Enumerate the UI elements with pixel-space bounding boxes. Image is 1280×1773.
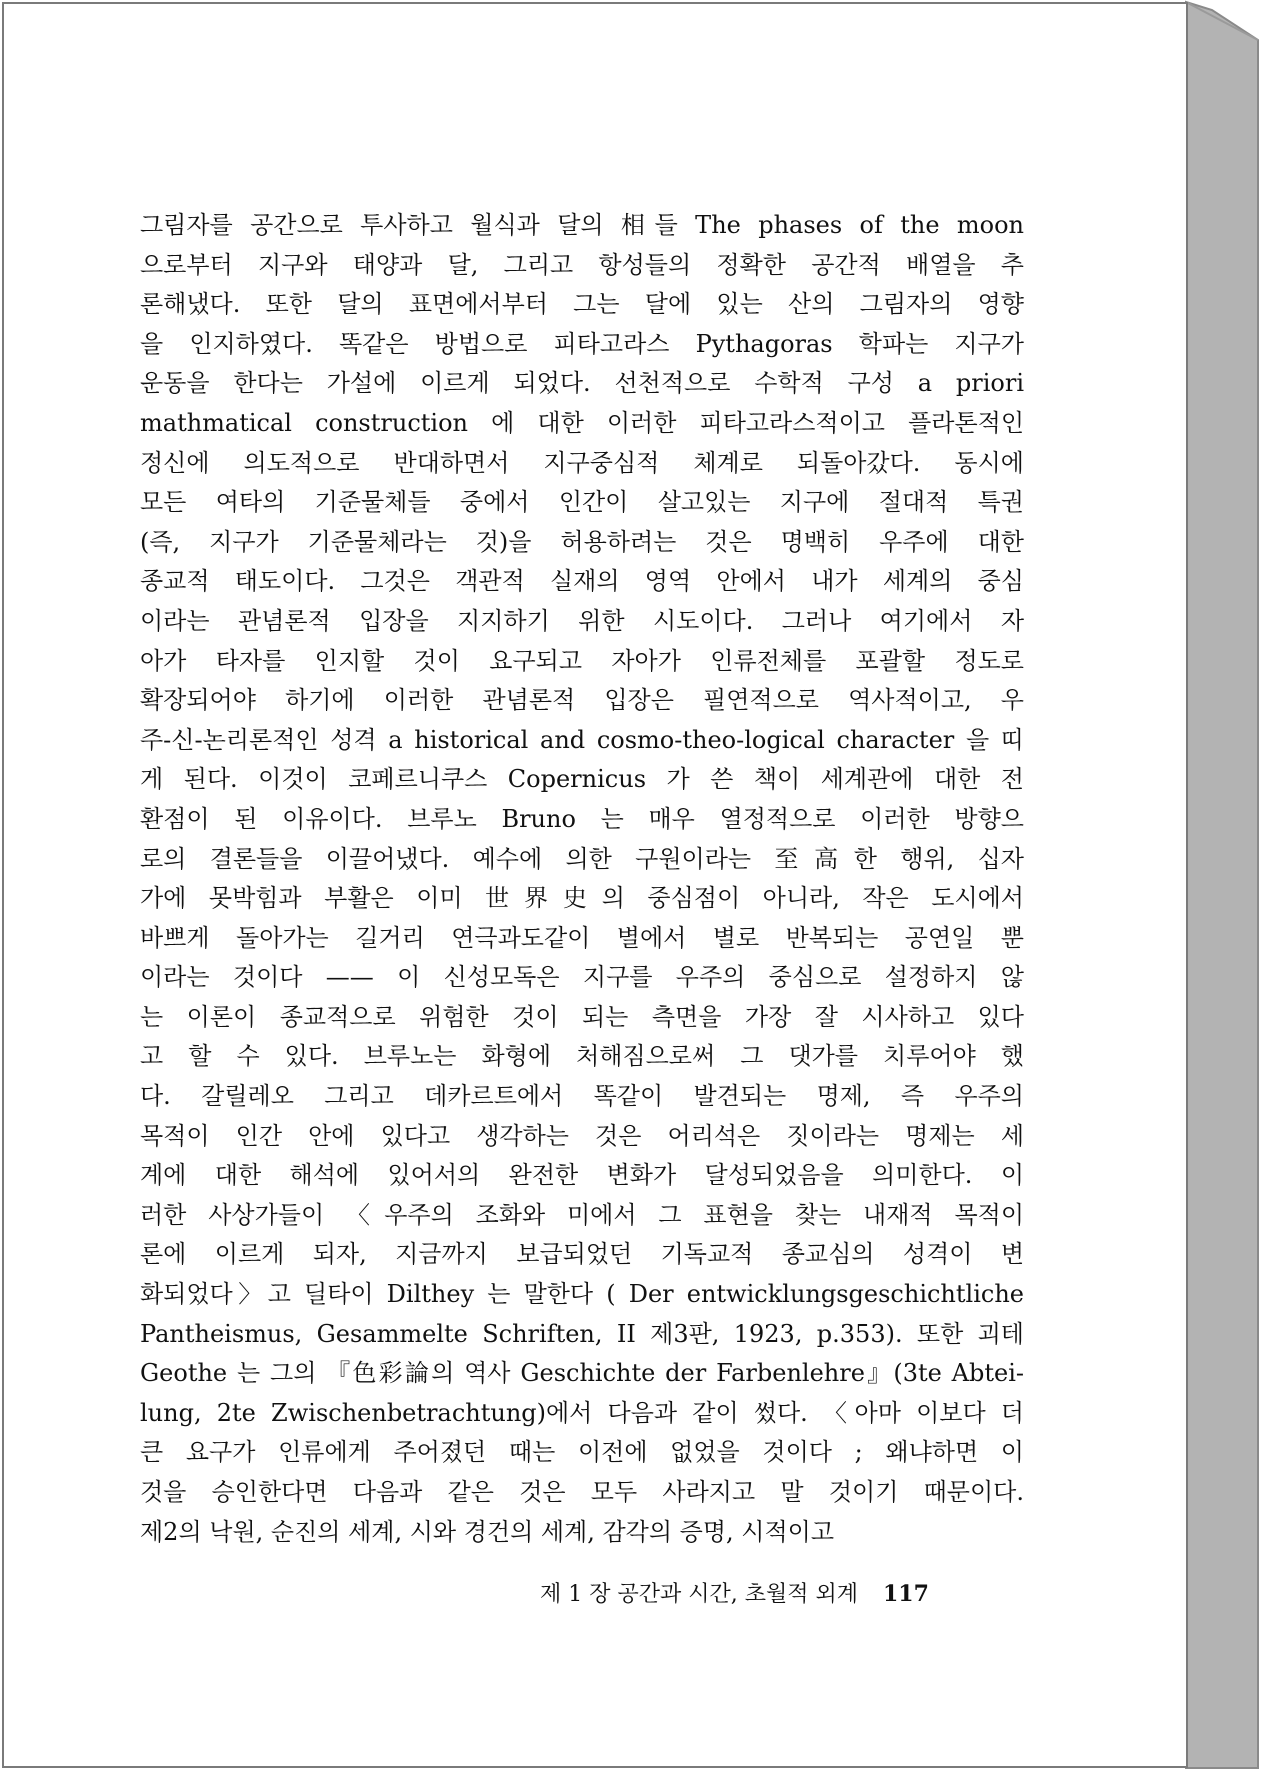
chapter-title: 제 1 장 공간과 시간, 초월적 외계 bbox=[540, 1582, 858, 1607]
text-line: 종교적 태도이다. 그것은 객관적 실재의 영역 안에서 내가 세계의 중심 bbox=[140, 567, 1024, 596]
text-line: 것을 승인한다면 다음과 같은 것은 모두 사라지고 말 것이기 때문이다. bbox=[140, 1478, 1024, 1506]
text-line: 론에 이르게 되자, 지금까지 보급되었던 기독교적 종교심의 성격이 변 bbox=[140, 1240, 1024, 1269]
text-line: 확장되어야 하기에 이러한 관념론적 입장은 필연적으로 역사적이고, 우 bbox=[140, 686, 1024, 715]
text-line: 는 이론이 종교적으로 위험한 것이 되는 측면을 가장 잘 시사하고 있다 bbox=[140, 1002, 1024, 1031]
text-line: 아가 타자를 인지할 것이 요구되고 자아가 인류전체를 포괄할 정도로 bbox=[140, 646, 1024, 675]
text-line: 환점이 된 이유이다. 브루노 Bruno 는 매우 열정적으로 이러한 방향으 bbox=[140, 804, 1024, 833]
text-line: 목적이 인간 안에 있다고 생각하는 것은 어리석은 짓이라는 명제는 세 bbox=[140, 1121, 1024, 1150]
text-line: Pantheismus, Gesammelte Schriften, II 제3판, 1923, p.353). 또한 괴테 bbox=[140, 1319, 1024, 1348]
text-line: 바쁘게 돌아가는 길거리 연극과도같이 별에서 별로 반복되는 공연일 뿐 bbox=[140, 923, 1024, 952]
text-line: 화되었다〉고 딜타이 Dilthey 는 말한다 ( Der entwicklungsgeschichtliche bbox=[140, 1280, 1024, 1309]
text-line: 운동을 한다는 가설에 이르게 되었다. 선천적으로 수학적 구성 a priori bbox=[140, 369, 1024, 398]
text-line: (즉, 지구가 기준물체라는 것)을 허용하려는 것은 명백히 우주에 대한 bbox=[140, 527, 1024, 556]
text-line: 계에 대한 해석에 있어서의 완전한 변화가 달성되었음을 의미한다. 이 bbox=[140, 1161, 1024, 1190]
page-edge-shadow bbox=[1186, 2, 1258, 1768]
text-line: 고 할 수 있다. 브루노는 화형에 처해짐으로써 그 댓가를 치루어야 했 bbox=[140, 1042, 1024, 1071]
text-line: 로의 결론들을 이끌어냈다. 예수에 의한 구원이라는 至高한 행위, 십자 bbox=[140, 844, 1024, 873]
text-line: 론해냈다. 또한 달의 표면에서부터 그는 달에 있는 산의 그림자의 영향 bbox=[140, 290, 1024, 319]
text-line: lung, 2te Zwischenbetrachtung)에서 다음과 같이 썼다. 〈아마 이보다 더 bbox=[140, 1398, 1024, 1427]
text-line: 다. 갈릴레오 그리고 데카르트에서 똑같이 발견되는 명제, 즉 우주의 bbox=[140, 1082, 1024, 1111]
text-line: 제2의 낙원, 순진의 세계, 시와 경건의 세계, 감각의 증명, 시적이고 bbox=[140, 1517, 835, 1546]
text-line: Geothe 는 그의 『色彩論의 역사 Geschichte der Farbenlehre』(3te Abtei- bbox=[140, 1359, 1024, 1388]
text-line: 이라는 것이다 —— 이 신성모독은 지구를 우주의 중심으로 설정하지 않 bbox=[140, 963, 1024, 992]
text-line: 모든 여타의 기준물체들 중에서 인간이 살고있는 지구에 절대적 특권 bbox=[140, 488, 1024, 517]
text-line: 주-신-논리론적인 성격 a historical and cosmo-theo-logical character 을 띠 bbox=[140, 725, 1024, 754]
page-number: 117 bbox=[882, 1581, 929, 1607]
text-line: 가에 못박힘과 부활은 이미 世界史의 중심점이 아니라, 작은 도시에서 bbox=[140, 884, 1024, 913]
text-line: 게 된다. 이것이 코페르니쿠스 Copernicus 가 쓴 책이 세계관에 대한 전 bbox=[140, 765, 1024, 794]
text-line: 으로부터 지구와 태양과 달, 그리고 항성들의 정확한 공간적 배열을 추 bbox=[140, 250, 1024, 279]
text-line: 큰 요구가 인류에게 주어졌던 때는 이전에 없었을 것이다 ; 왜냐하면 이 bbox=[140, 1438, 1024, 1467]
text-line: 그림자를 공간으로 투사하고 월식과 달의 相들 The phases of the moon bbox=[140, 211, 1024, 239]
text-line: mathmatical construction 에 대한 이러한 피타고라스적이고 플라톤적인 bbox=[140, 408, 1024, 437]
book-page bbox=[2, 2, 1188, 1768]
text-line: 러한 사상가들이 〈우주의 조화와 미에서 그 표현을 찾는 내재적 목적이 bbox=[140, 1200, 1024, 1229]
text-line: 정신에 의도적으로 반대하면서 지구중심적 체계로 되돌아갔다. 동시에 bbox=[140, 448, 1024, 477]
body-text bbox=[140, 206, 1024, 1552]
text-line: 을 인지하였다. 똑같은 방법으로 피타고라스 Pythagoras 학파는 지구가 bbox=[140, 329, 1024, 358]
text-line: 이라는 관념론적 입장을 지지하기 위한 시도이다. 그러나 여기에서 자 bbox=[140, 606, 1024, 635]
page-footer bbox=[540, 1576, 1000, 1612]
